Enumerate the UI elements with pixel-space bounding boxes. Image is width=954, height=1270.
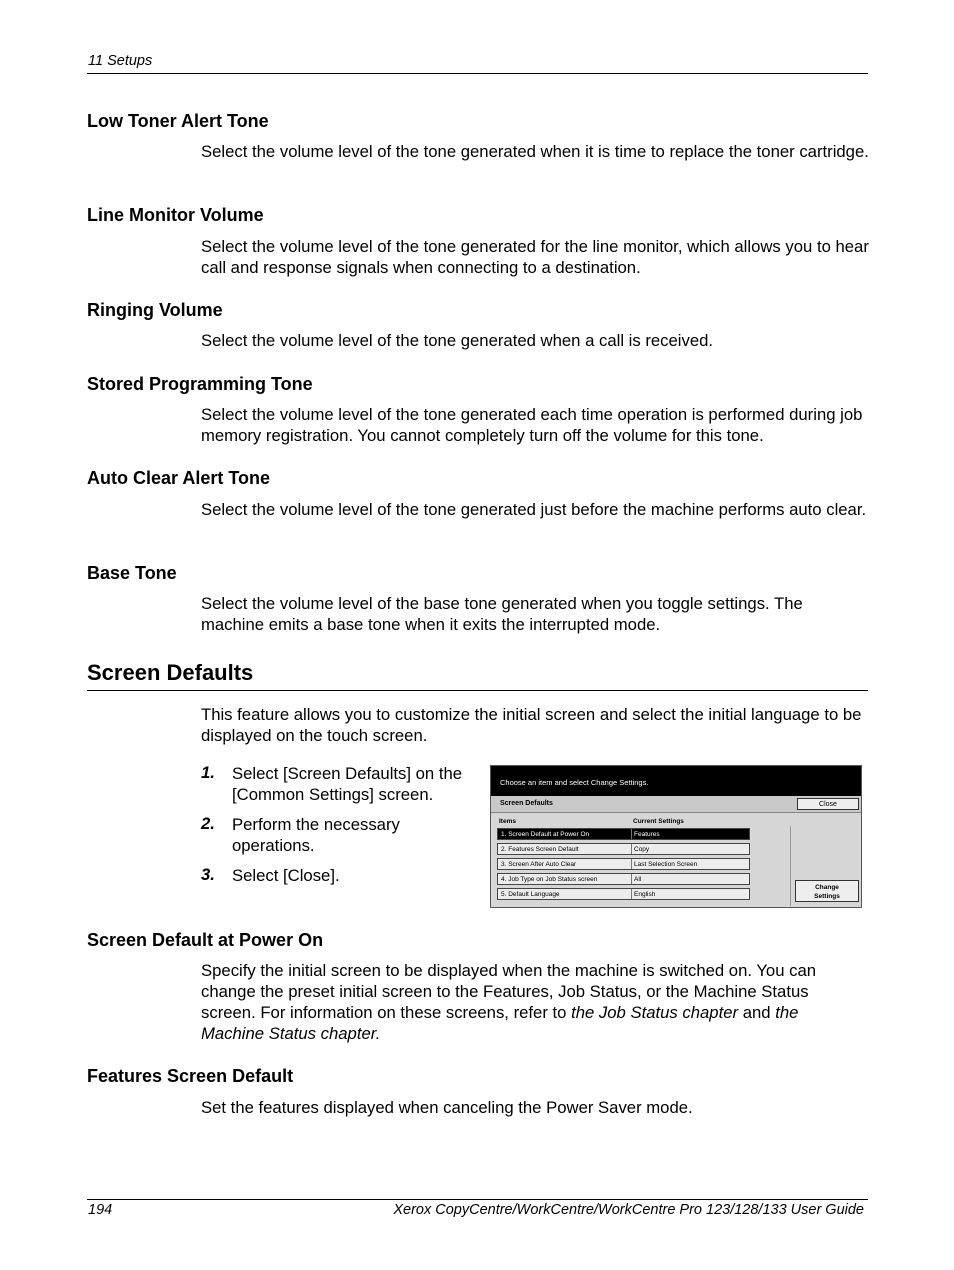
close-button[interactable]: Close [797, 798, 859, 810]
screen-defaults-intro: This feature allows you to customize the initial screen and select the initial language to be displayed on the touch screen. [201, 705, 862, 745]
screen-defaults-heading: Screen Defaults [87, 660, 254, 685]
guide-title: Xerox CopyCentre/WorkCentre/WorkCentre Pro 123/128/133 User Guide [393, 1202, 864, 1218]
change-settings-button[interactable] [795, 880, 859, 902]
screenshot-panel-bar [491, 796, 861, 813]
row-item: 5. Default Language [501, 891, 560, 898]
section-text: Select the volume level of the tone generated each time operation is performed during job memory registration. You cannot completely turn off the volume for this tone. [201, 405, 863, 445]
settings-row[interactable] [497, 828, 750, 840]
running-head: 11 Setups [88, 53, 153, 69]
section-title: Low Toner Alert Tone [87, 111, 269, 131]
section-text: Select the volume level of the tone generated when it is time to replace the toner cartridge. [201, 142, 869, 161]
row-item: 4. Job Type on Job Status screen [501, 876, 598, 883]
step-text: Select [Close]. [232, 866, 340, 885]
settings-row[interactable] [497, 843, 750, 855]
chapter-reference: the Job Status chapter [571, 1003, 739, 1022]
section-text [201, 960, 861, 1044]
row-value: Last Selection Screen [634, 861, 698, 868]
section-text: Select the volume level of the base tone generated when you toggle settings. The machine emits a base tone when it exits the interrupted mode. [201, 594, 803, 634]
change-settings-label-line2: Settings [814, 893, 840, 900]
row-value: All [634, 876, 642, 883]
row-divider [631, 874, 632, 884]
row-item: 3. Screen After Auto Clear [501, 861, 577, 868]
row-divider [631, 859, 632, 869]
row-divider [631, 844, 632, 854]
text-segment: Specify the initial screen to be displayed when the machine is switched on. You can change the preset initial screen to the Features, Job Status, or the Machine Status screen. For information on these screens, refer to [201, 961, 817, 1022]
section-text: Select the volume level of the tone generated just before the machine performs auto clear. [201, 500, 867, 519]
section-title: Ringing Volume [87, 300, 223, 320]
row-item: 1. Screen Default at Power On [501, 831, 590, 838]
row-value: Features [634, 831, 660, 838]
settings-row[interactable] [497, 873, 750, 885]
row-value: Copy [634, 846, 650, 853]
footer-rule [87, 1199, 868, 1200]
screenshot-panel-label: Screen Defaults [500, 800, 553, 807]
change-settings-label-line1: Change [815, 884, 839, 891]
settings-row[interactable] [497, 888, 750, 900]
chapter-reference: the Machine Status chapter. [201, 1003, 799, 1043]
row-item: 2. Features Screen Default [501, 846, 579, 853]
step-text: Select [Screen Defaults] on the [Common Settings] screen. [232, 764, 463, 804]
scroll-divider [790, 826, 791, 906]
section-title: Screen Default at Power On [87, 930, 324, 950]
section-text: Set the features displayed when canceling the Power Saver mode. [201, 1098, 693, 1117]
row-divider [631, 889, 632, 899]
row-value: English [634, 891, 656, 898]
row-divider [631, 829, 632, 839]
screenshot-message-bar [491, 766, 861, 796]
screenshot-prompt: Choose an item and select Change Settings. [500, 778, 649, 787]
settings-row[interactable] [497, 858, 750, 870]
screen-defaults-screenshot [490, 765, 862, 908]
page-number: 194 [88, 1202, 113, 1218]
section-text: Select the volume level of the tone generated for the line monitor, which allows you to hear call and response signals when connecting to a destination. [201, 237, 869, 277]
column-header-items: Items [499, 818, 516, 825]
step-text: Perform the necessary operations. [232, 815, 400, 855]
step-number: 2. [201, 814, 215, 833]
step-number: 3. [201, 865, 215, 884]
column-header-current: Current Settings [633, 818, 684, 825]
header-rule [87, 73, 868, 74]
section-title: Line Monitor Volume [87, 205, 264, 225]
section-rule [87, 690, 868, 691]
section-title: Base Tone [87, 563, 177, 583]
section-title: Features Screen Default [87, 1066, 294, 1086]
step-number: 1. [201, 763, 215, 782]
section-text: Select the volume level of the tone generated when a call is received. [201, 331, 714, 350]
text-segment: and [738, 1003, 776, 1022]
section-title: Auto Clear Alert Tone [87, 468, 271, 488]
section-title: Stored Programming Tone [87, 374, 313, 394]
